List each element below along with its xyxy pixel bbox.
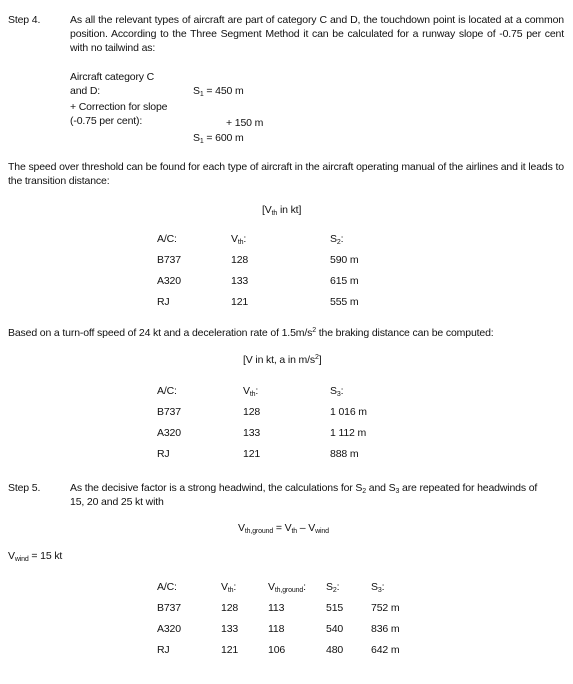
vwind-value: $V_{wind} = 15$ kt bbox=[8, 550, 63, 563]
s1-total: $S_1 = 600$ m bbox=[193, 132, 244, 145]
table1-ac: B737 bbox=[157, 254, 181, 266]
table2-s3: 1 016 m bbox=[330, 406, 367, 418]
table2-header bbox=[0, 384, 573, 398]
table2-s3: 888 m bbox=[330, 448, 359, 460]
table-row bbox=[0, 426, 573, 440]
table3-vground: 113 bbox=[268, 602, 285, 614]
headwind-formula: $V_{th,ground} = V_{th} - V_{wind}$ bbox=[238, 522, 329, 535]
table1-ac: RJ bbox=[157, 296, 170, 308]
table3-header-vground: $V_{th,ground}$: bbox=[268, 581, 306, 594]
table1-s2: 615 m bbox=[330, 275, 359, 287]
table3-s2: 540 bbox=[326, 623, 344, 635]
table-row bbox=[0, 447, 573, 461]
aircraft-category-label-1: Aircraft category C bbox=[70, 71, 155, 83]
table-row bbox=[0, 601, 573, 615]
table3-s2: 480 bbox=[326, 644, 344, 656]
table3-ac: RJ bbox=[157, 644, 170, 656]
table-row bbox=[0, 295, 573, 309]
s1-value: $S_1 = 450$ m bbox=[193, 85, 244, 98]
table2-ac: B737 bbox=[157, 406, 181, 418]
table2-ac: A320 bbox=[157, 427, 181, 439]
table3-ac: B737 bbox=[157, 602, 181, 614]
table3-s3: 642 m bbox=[371, 644, 400, 656]
table-row bbox=[0, 622, 573, 636]
step4-text: As all the relevant types of aircraft are part of category C and D, the touchdown point is located at a common position. According to the Three Segment Method it can be calculated for a runway slope of -0.75 per cent with no tailwind as: bbox=[70, 14, 564, 54]
table2-header-ac: A/C: bbox=[157, 385, 177, 397]
table-row bbox=[0, 405, 573, 419]
table1-units: [$V_{th}$ in kt] bbox=[262, 204, 302, 217]
step5-text-line2: 15, 20 and 25 kt with bbox=[70, 496, 164, 508]
table-row bbox=[0, 274, 573, 288]
table1-v: 133 bbox=[231, 275, 249, 287]
slope-correction-label-2: (-0.75 per cent): bbox=[70, 115, 143, 127]
table3-ac: A320 bbox=[157, 623, 181, 635]
speed-paragraph: The speed over threshold can be found for each type of aircraft in the aircraft operating manual of the airlines and it leads to the transition distance: bbox=[8, 161, 564, 187]
table-row bbox=[0, 253, 573, 267]
step4-label: Step 4. bbox=[8, 14, 41, 26]
table1-v: 121 bbox=[231, 296, 249, 308]
table3-header-s3: $S_3$: bbox=[371, 581, 385, 594]
table1-header bbox=[0, 232, 573, 246]
table1-s2: 555 m bbox=[330, 296, 359, 308]
braking-paragraph: Based on a turn-off speed of 24 kt and a deceleration rate of $1.5m/s^2$ the braking distance can be computed: bbox=[8, 327, 494, 339]
table1-ac: A320 bbox=[157, 275, 181, 287]
step5-text-line1: As the decisive factor is a strong headwind, the calculations for $S_2$ and $S_3$ are repeated for headwinds of bbox=[70, 482, 538, 495]
table3-header-v: $V_{th}$: bbox=[221, 581, 237, 594]
table2-units: [V in kt, a in $m/s^2$] bbox=[243, 354, 322, 366]
table2-s3: 1 112 m bbox=[330, 427, 367, 439]
table3-header bbox=[0, 580, 573, 594]
table3-v: 121 bbox=[221, 644, 239, 656]
table2-v: 133 bbox=[243, 427, 261, 439]
table-row bbox=[0, 643, 573, 657]
table3-s3: 752 m bbox=[371, 602, 400, 614]
step5-label: Step 5. bbox=[8, 482, 41, 494]
slope-correction-label-1: + Correction for slope bbox=[70, 101, 168, 113]
table1-v: 128 bbox=[231, 254, 249, 266]
aircraft-category-label-2: and D: bbox=[70, 85, 101, 97]
table3-header-ac: A/C: bbox=[157, 581, 177, 593]
table3-s3: 836 m bbox=[371, 623, 400, 635]
table2-ac: RJ bbox=[157, 448, 170, 460]
slope-correction-value: + 150 m bbox=[226, 117, 264, 129]
table3-header-s2: $S_2$: bbox=[326, 581, 340, 594]
table3-s2: 515 bbox=[326, 602, 344, 614]
table2-v: 128 bbox=[243, 406, 261, 418]
table1-header-v: $V_{th}$: bbox=[231, 233, 247, 246]
table1-header-ac: A/C: bbox=[157, 233, 177, 245]
table3-v: 133 bbox=[221, 623, 239, 635]
table2-header-s3: $S_3$: bbox=[330, 385, 344, 398]
table1-header-s2: $S_2$: bbox=[330, 233, 344, 246]
table2-header-v: $V_{th}$: bbox=[243, 385, 259, 398]
table3-vground: 118 bbox=[268, 623, 285, 635]
table3-vground: 106 bbox=[268, 644, 286, 656]
table2-v: 121 bbox=[243, 448, 261, 460]
table1-s2: 590 m bbox=[330, 254, 359, 266]
table3-v: 128 bbox=[221, 602, 239, 614]
